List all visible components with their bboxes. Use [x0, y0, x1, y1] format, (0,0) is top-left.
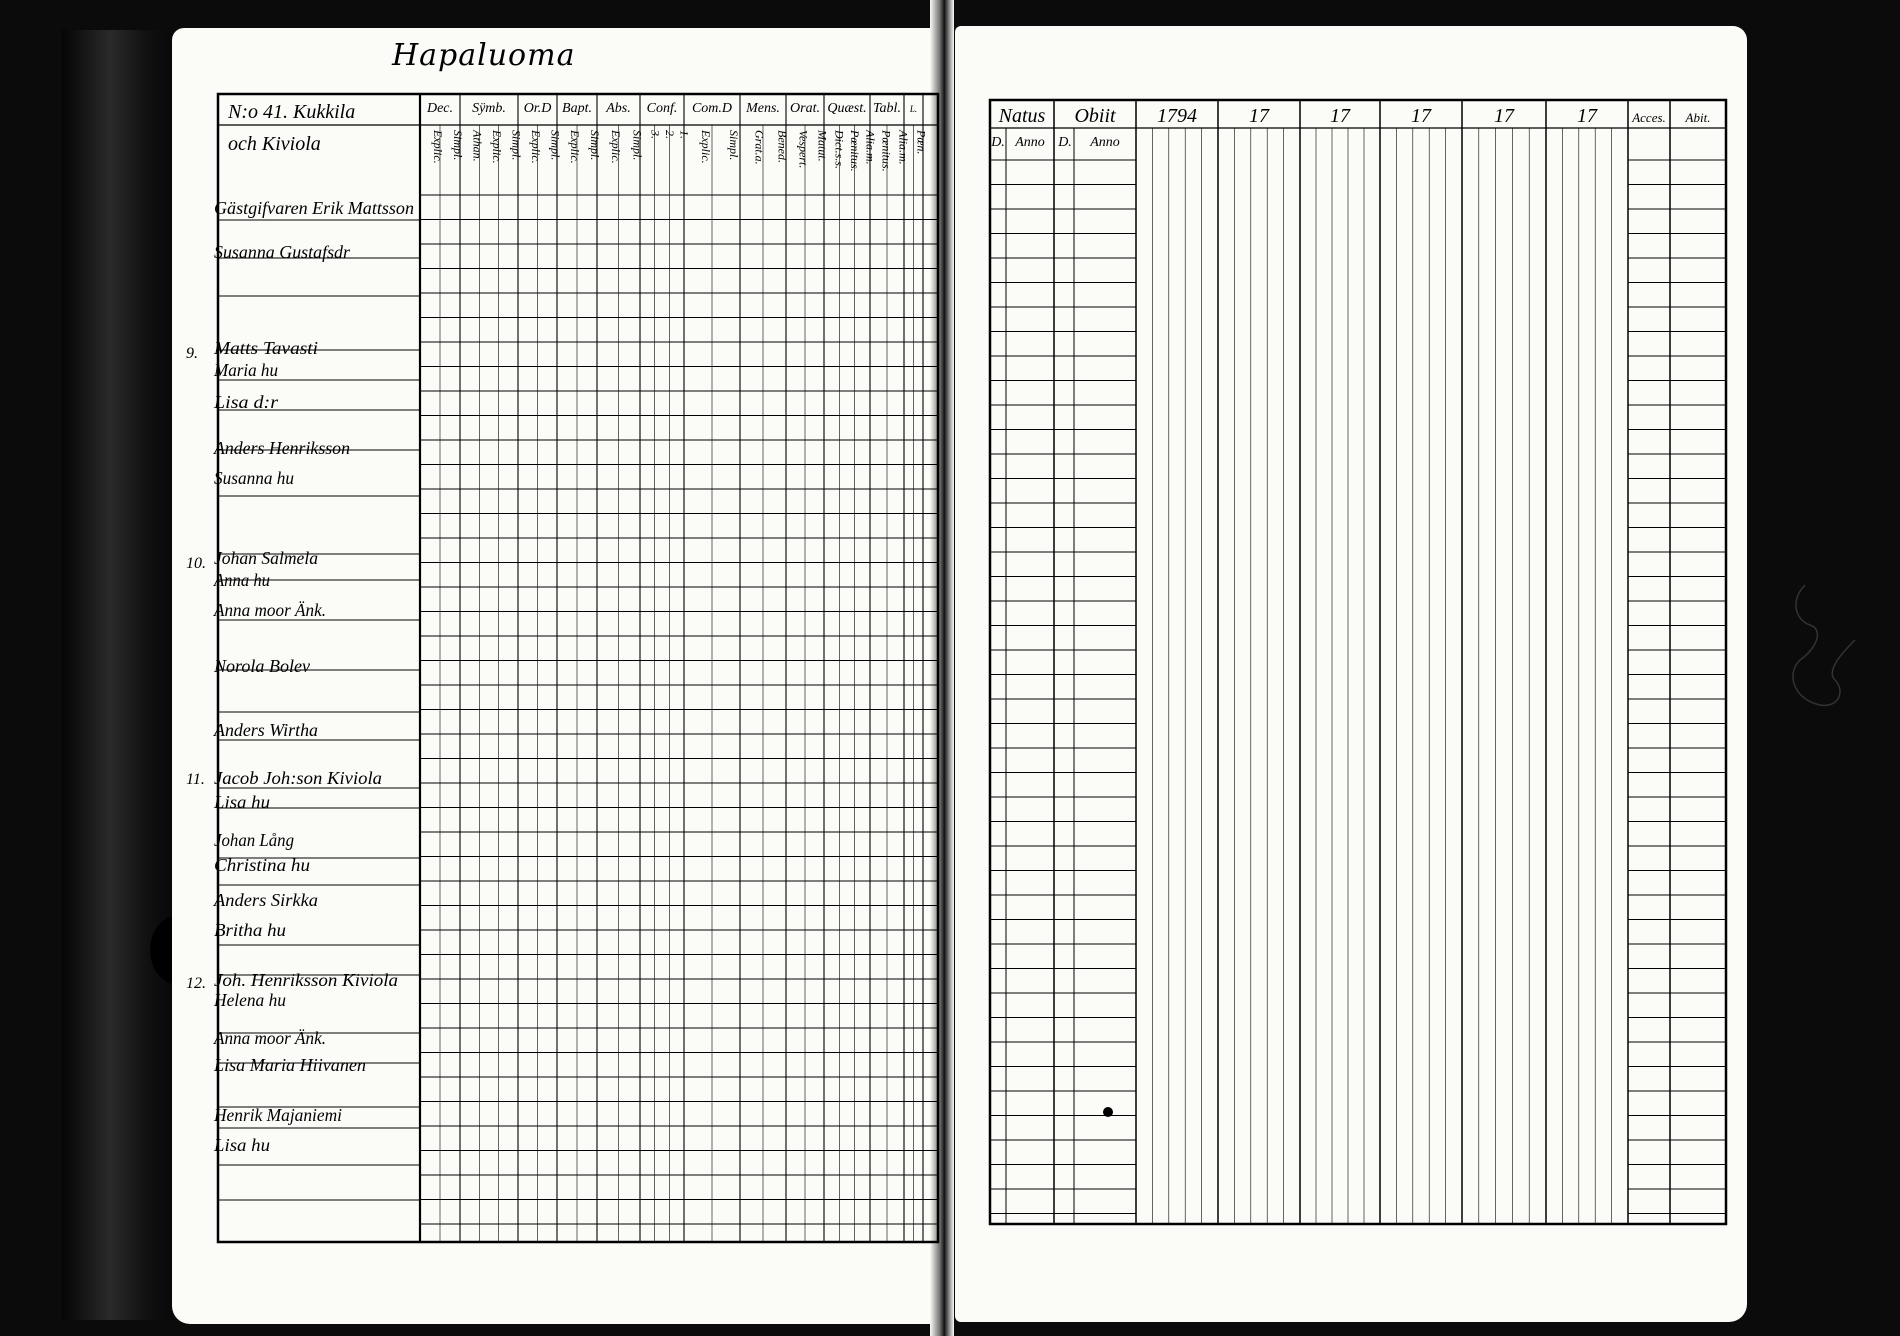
- right-column-header: Obiit: [1074, 105, 1116, 127]
- left-column-header: Abs.: [606, 101, 631, 116]
- left-column-header: Mens.: [746, 101, 780, 116]
- household-entry: Susanna Gustafsdr: [214, 242, 351, 262]
- margin-mark: 12.: [186, 975, 206, 992]
- right-column-subheader: D.: [1058, 135, 1072, 150]
- left-column-subheader: 2.: [663, 130, 677, 139]
- household-entry: Maria hu: [213, 360, 278, 380]
- left-column-header: L.: [909, 104, 918, 114]
- left-column-subheader: Explic.: [608, 130, 623, 164]
- household-number: N:o 41. Kukkila: [228, 101, 356, 123]
- household-entry: Anna moor Änk.: [213, 600, 326, 620]
- margin-mark: 10.: [186, 555, 206, 572]
- ink-squiggle-mark: [1785, 580, 1865, 720]
- household-entry: Christina hu: [214, 855, 310, 875]
- page-title: Hapaluoma: [392, 38, 576, 73]
- right-column-header: 17: [1577, 105, 1597, 127]
- left-column-subheader: Pœnitus.: [848, 130, 862, 172]
- household-entry: Anna hu: [213, 570, 270, 590]
- right-column-header: Acces.: [1632, 110, 1666, 125]
- household-entry: Joh. Henriksson Kiviola: [214, 970, 398, 990]
- household-entry: Matts Tavasti: [212, 338, 318, 358]
- left-column-subheader: Explic.: [490, 130, 504, 164]
- left-column-subheader: Simpl.: [630, 130, 645, 161]
- left-column-header: Orat.: [790, 101, 820, 116]
- right-column-header: 17: [1330, 105, 1350, 127]
- left-column-header: Com.D: [691, 101, 733, 116]
- left-column-header: Dec.: [426, 101, 454, 116]
- right-column-header: 17: [1411, 105, 1431, 127]
- left-column-subheader: Explic.: [568, 130, 582, 164]
- left-column-header: Quæst.: [827, 101, 867, 116]
- household-entry: Jacob Joh:son Kiviola: [214, 768, 382, 788]
- household-entry: Lisa hu: [212, 1135, 270, 1155]
- household-entry: Anna moor Änk.: [213, 1028, 326, 1048]
- household-entry: Henrik Majaniemi: [213, 1105, 342, 1125]
- left-column-header: Conf.: [646, 101, 678, 116]
- left-column-subheader: Explic.: [699, 130, 713, 164]
- left-column-subheader: Simpl.: [588, 130, 602, 161]
- right-column-subheader: Anno: [1090, 135, 1120, 150]
- household-entry: Britha hu: [214, 920, 286, 940]
- margin-mark: 11.: [186, 771, 205, 788]
- left-column-subheader: Explic.: [528, 130, 543, 164]
- right-column-subheader: D.: [991, 135, 1005, 150]
- left-column-subheader: Dict.s.s.: [832, 130, 847, 169]
- left-column-subheader: Explic.: [431, 130, 445, 164]
- left-column-subheader: 1.: [677, 130, 692, 139]
- left-column-header: Or.D: [523, 101, 552, 116]
- right-column-header: 17: [1494, 105, 1514, 127]
- household-entry: Norola Bolev: [212, 656, 311, 676]
- household-entry: Anders Sirkka: [212, 890, 318, 910]
- right-table-frame: [990, 100, 1726, 1224]
- left-column-header: Sÿmb.: [472, 101, 506, 116]
- right-column-header: Abit.: [1685, 110, 1711, 125]
- household-entry: Lisa Maria Hiivanen: [212, 1055, 366, 1075]
- left-column-subheader: Simpl.: [451, 130, 465, 161]
- margin-mark: 9.: [186, 345, 198, 362]
- left-column-subheader: Vespert.: [796, 130, 811, 169]
- household-entry: Johan Lång: [214, 830, 294, 850]
- household-entry: Helena hu: [213, 990, 286, 1010]
- left-column-subheader: 3.: [648, 130, 663, 139]
- left-column-subheader: Grat.a.: [752, 130, 767, 165]
- left-column-subheader: Simpl.: [509, 130, 524, 161]
- left-column-subheader: Pœn.: [914, 130, 929, 155]
- left-column-subheader: Alia.m.: [896, 130, 911, 165]
- household-entry: Lisa d:r: [212, 392, 280, 412]
- household-entry: Lisa hu: [212, 792, 270, 812]
- left-column-subheader: Alia.m.: [863, 130, 878, 165]
- left-column-subheader: Bened.: [775, 130, 790, 163]
- left-column-subheader: Pœnitus.: [879, 130, 894, 172]
- household-entry: Anders Henriksson: [213, 438, 350, 458]
- right-column-header: 17: [1249, 105, 1269, 127]
- right-column-header: Natus: [998, 105, 1046, 127]
- left-column-subheader: Simpl.: [727, 130, 741, 161]
- left-column-header: Bapt.: [562, 101, 592, 116]
- household-entry: Johan Salmela: [214, 548, 318, 568]
- right-column-header: 1794: [1157, 105, 1197, 127]
- left-column-subheader: Matut.: [815, 130, 830, 162]
- ink-blot: [1103, 1107, 1113, 1117]
- left-column-subheader: Athan.: [470, 130, 485, 162]
- household-entry: Susanna hu: [214, 468, 294, 488]
- household-name: och Kiviola: [228, 133, 321, 155]
- right-column-subheader: Anno: [1015, 135, 1045, 150]
- left-column-subheader: Simpl.: [548, 130, 563, 161]
- left-column-header: Tabl.: [873, 101, 901, 116]
- household-entry: Gästgifvaren Erik Mattsson: [214, 198, 414, 218]
- household-entry: Anders Wirtha: [213, 720, 318, 740]
